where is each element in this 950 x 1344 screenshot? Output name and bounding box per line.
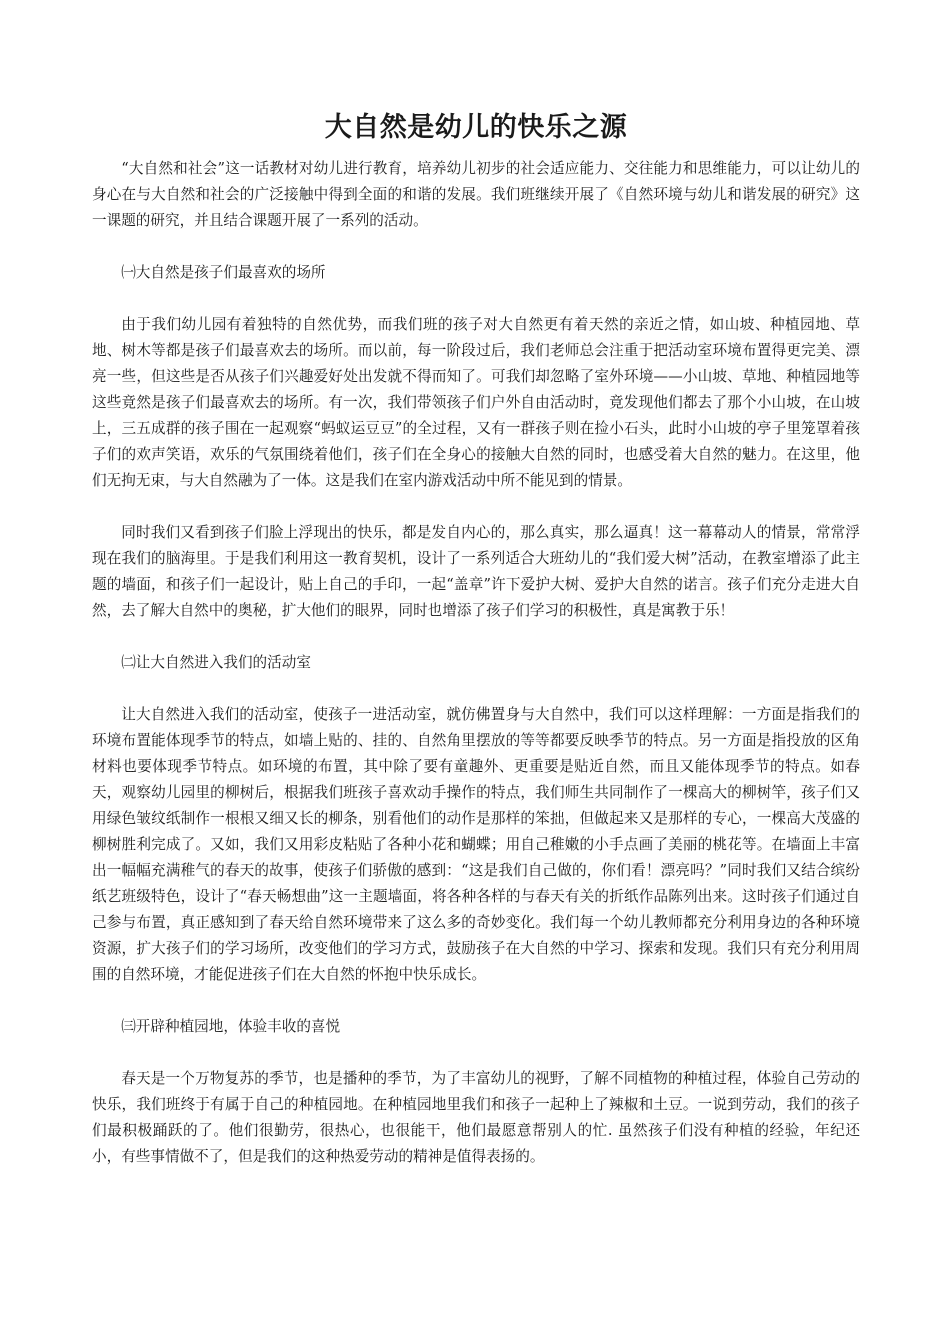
- paragraph-gap: [92, 988, 860, 1014]
- document-title: 大自然是幼儿的快乐之源: [324, 112, 628, 143]
- paragraph-gap: [92, 494, 860, 520]
- section-1-paragraph-1: 由于我们幼儿园有着独特的自然优势，而我们班的孩子对大自然更有着天然的亲近之情，如山坡、种植园地、草地、树木等都是孩子们最喜欢去的场所。而以前，每一阶段过后，我们老师总会注重于把活动室环境布置得更完美、漂亮一些，但这些是否从孩子们兴趣爱好处出发就不得而知了。可我们却忽略了室外环境——小山坡、草地、种植园地等这些竟然是孩子们最喜欢去的场所。有一次，我们带领孩子们户外自由活动时，竟发现他们都去了那个小山坡，在山坡上，三五成群的孩子围在一起观察“蚂蚁运豆豆”的全过程，又有一群孩子则在捡小石头，此时小山坡的亭子里笼罩着孩子们的欢声笑语，欢乐的气氛围绕着他们，孩子们在全身心的接触大自然的同时，也感受着大自然的魅力。在这里，他们无拘无束，与大自然融为了一体。这是我们在室内游戏活动中所不能见到的情景。: [92, 316, 860, 489]
- section-1-paragraph-2: 同时我们又看到孩子们脸上浮现出的快乐，都是发自内心的，那么真实，那么逼真！这一幕幕动人的情景，常常浮现在我们的脑海里。于是我们利用这一教育契机，设计了一系列适合大班幼儿的“我们爱大树”活动，在教室增添了此主题的墙面，和孩子们一起设计，贴上自己的手印，一起“盖章”许下爱护大树、爱护大自然的诺言。孩子们充分走进大自然，去了解大自然中的奥秘，扩大他们的眼界，同时也增添了孩子们学习的积极性，真是寓教于乐！: [92, 524, 860, 619]
- paragraph-gap: [92, 234, 860, 260]
- section-2-heading: ㈡让大自然进入我们的活动室: [121, 654, 311, 671]
- paragraph-gap: [92, 286, 860, 312]
- section-2-paragraph-1: 让大自然进入我们的活动室，使孩子一进活动室，就仿佛置身与大自然中，我们可以这样理解：一方面是指我们的环境布置能体现季节的特点，如墙上贴的、挂的、自然角里摆放的等等都要反映季节的特点。另一方面是指投放的区角材料也要体现季节特点。如环境的布置，其中除了要有童趣外、更重要是贴近自然，而且又能体现季节的特点。如春天，观察幼儿园里的柳树后，根据我们班孩子喜欢动手操作的特点，我们师生共同制作了一棵高大的柳树竿，孩子们又用绿色皱纹纸制作一根根又细又长的柳条，别看他们的动作是那样的笨拙，但做起来又是那样的专心，一棵高大茂盛的柳树胜利完成了。又如，我们又用彩皮粘贴了各种小花和蝴蝶；用自己稚嫩的小手点画了美丽的桃花等。在墙面上丰富出一幅幅充满稚气的春天的故事，使孩子们骄傲的感到：“这是我们自己做的，你们看！漂亮吗？”同时我们又结合缤纷纸艺班级特色，设计了“春天畅想曲”这一主题墙面，将各种各样的与春天有关的折纸作品陈列出来。这时孩子们通过自己参与布置，真正感知到了春天给自然环境带来了这么多的奇妙变化。我们每一个幼儿教师都充分利用身边的各种环境资源，扩大孩子们的学习场所，改变他们的学习方式，鼓励孩子在大自然的中学习、探索和发现。我们只有充分利用周围的自然环境，才能促进孩子们在大自然的怀抱中快乐成长。: [92, 706, 860, 983]
- paragraph-gap: [92, 676, 860, 702]
- paragraph-gap: [92, 1040, 860, 1066]
- document-page: [92, 108, 860, 1170]
- section-3-paragraph-1: 春天是一个万物复苏的季节，也是播种的季节，为了丰富幼儿的视野，了解不同植物的种植过程，体验自己劳动的快乐，我们班终于有属于自己的种植园地。在种植园地里我们和孩子一起种上了辣椒和土豆。一说到劳动，我们的孩子们最积极踊跃的了。他们很勤劳，很热心，也很能干，他们最愿意帮别人的忙. 虽然孩子们没有种植的经验，年纪还小，有些事情做不了，但是我们的这种热爱劳动的精神是值得表扬的。: [92, 1070, 860, 1165]
- section-3-heading: ㈢开辟种植园地，体验丰收的喜悦: [121, 1018, 341, 1035]
- paragraph-gap: [92, 624, 860, 650]
- section-1-heading: ㈠大自然是孩子们最喜欢的场所: [121, 264, 326, 281]
- intro-paragraph: “大自然和社会”这一话教材对幼儿进行教育，培养幼儿初步的社会适应能力、交往能力和思维能力，可以让幼儿的身心在与大自然和社会的广泛接触中得到全面的和谐的发展。我们班继续开展了《自然环境与幼儿和谐发展的研究》这一课题的研究，并且结合课题开展了一系列的活动。: [92, 160, 860, 229]
